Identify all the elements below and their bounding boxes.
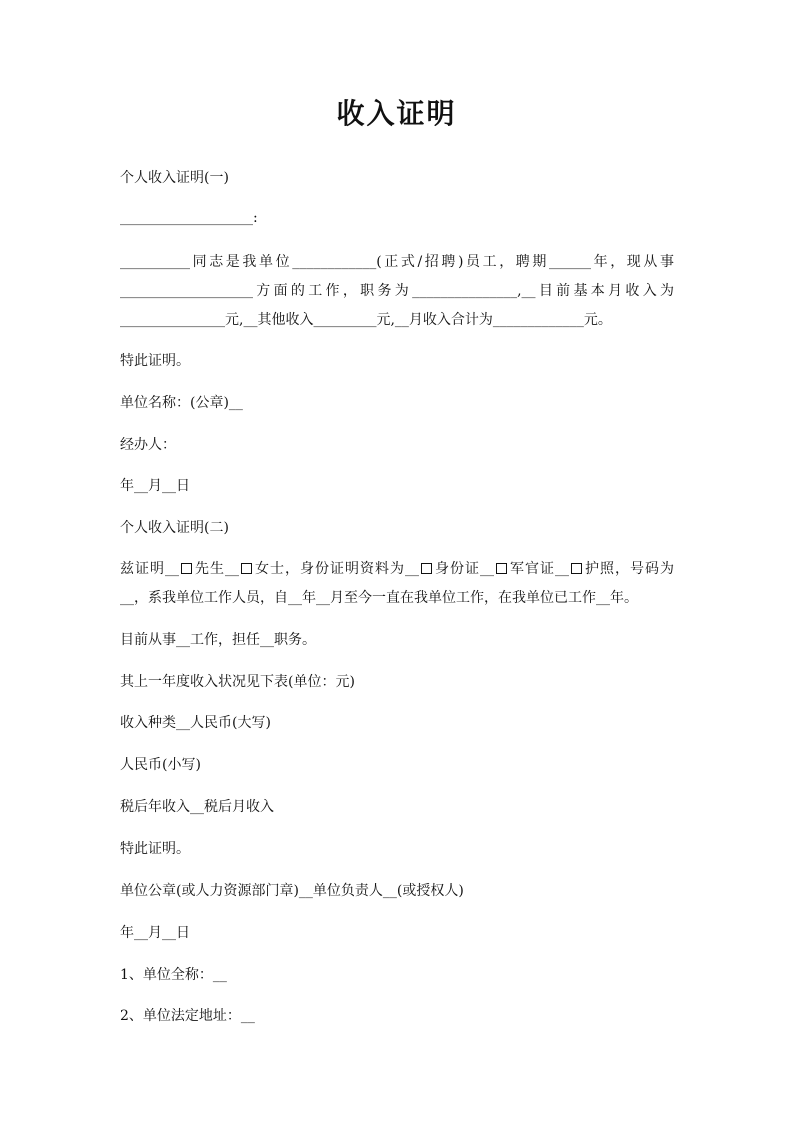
- section1-closing: 特此证明。: [120, 353, 190, 369]
- unit-address-item: 2、单位法定地址：__: [120, 1008, 255, 1024]
- checkbox-officer-card: [496, 563, 507, 574]
- checkbox-mr: [181, 563, 192, 574]
- handler-line: 经办人：: [120, 437, 176, 453]
- unit-full-name-item: 1、单位全称：__: [120, 967, 227, 983]
- section1-heading: 个人收入证明(一): [120, 170, 229, 186]
- seal-line: 单位公章(或人力资源部门章)__单位负责人__(或授权人): [120, 883, 464, 899]
- section2-date: 年__月__日: [120, 925, 190, 941]
- current-job-line: 目前从事__工作，担任__职务。: [120, 632, 316, 648]
- after-tax-line: 税后年收入__税后月收入: [120, 799, 274, 815]
- section2-closing: 特此证明。: [120, 841, 190, 857]
- section2-paragraph-line1: [120, 558, 674, 578]
- checkbox-passport: [571, 563, 582, 574]
- checkbox-id-card: [421, 563, 432, 574]
- income-table-intro: 其上一年度收入状况见下表(单位：元): [120, 674, 355, 690]
- section2-heading: 个人收入证明(二): [120, 520, 229, 536]
- section2-paragraph-line2: __，系我单位工作人员，自__年__月至今一直在我单位工作，在我单位已工作__年。: [120, 590, 638, 606]
- text-segment: 军官证__: [509, 561, 569, 577]
- rmb-small-line: 人民币(小写): [120, 757, 201, 773]
- section1-paragraph-line1: __________同志是我单位____________(正式/招聘)员工，聘期______年，现从事: [120, 254, 674, 270]
- section1-paragraph-line2: ___________________方面的工作，职务为_______________,__目前基本月收入为: [120, 283, 674, 299]
- text-segment: 兹证明__: [120, 561, 179, 577]
- checkbox-ms: [241, 563, 252, 574]
- text-segment: 身份证__: [434, 561, 494, 577]
- income-type-line: 收入种类__人民币(大写): [120, 715, 271, 731]
- text-segment: 女士，身份证明资料为__: [254, 561, 419, 577]
- text-segment: 先生__: [194, 561, 239, 577]
- section1-date: 年__月__日: [120, 478, 190, 494]
- document-title: 收入证明: [336, 97, 457, 130]
- unit-name-line: 单位名称：(公章)__: [120, 395, 243, 411]
- text-segment: 护照，号码为: [584, 561, 674, 577]
- salutation-line: ___________________:: [120, 210, 258, 226]
- section1-paragraph-line3: _______________元,__其他收入_________元,__月收入合计为_____________元。: [120, 312, 612, 328]
